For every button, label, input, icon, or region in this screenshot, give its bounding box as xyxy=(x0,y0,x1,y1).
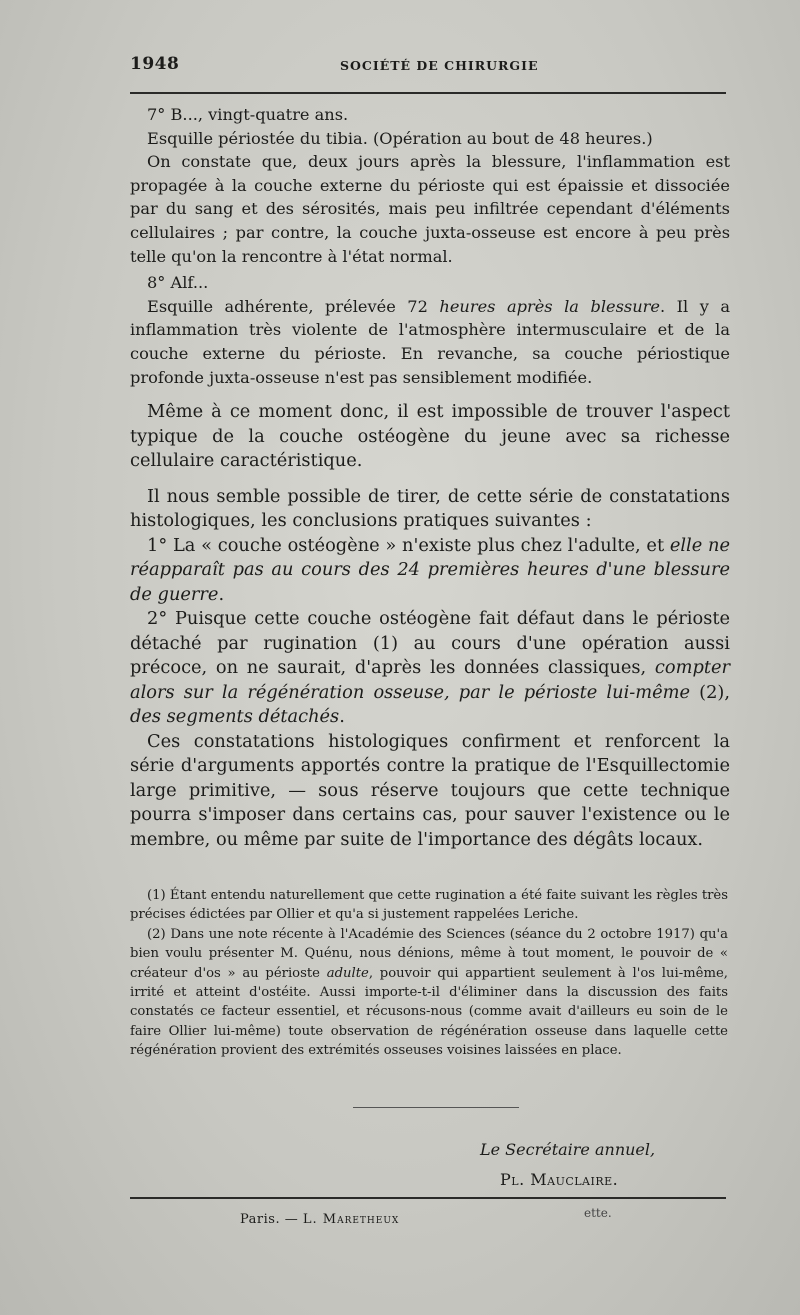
conclusion-1: 1° La « couche ostéogène » n'existe plus chez l'adulte, et elle ne réapparaît pas au cours des 24 premières heures d'une blessure de guerre. xyxy=(130,534,730,605)
page-number: 1948 xyxy=(130,54,180,74)
signature-name: Pl. Mauclaire. xyxy=(500,1170,619,1189)
page-header xyxy=(130,50,726,78)
paragraph-final: Ces constatations histologiques confirment et renforcent la série d'arguments apportés contre la pratique de l'Esquillectomie large primitive, — sous réserve toujours que cette technique pourra s'imposer dans certains cas, pour sauver l'existence ou le membre, ou même par suite de l'importance des dégâts locaux. xyxy=(130,730,730,850)
footnote-2: (2) Dans une note récente à l'Académie des Sciences (séance du 2 octobre 1917) qu'a bien voulu présenter M. Quénu, nous dénions, même à tout moment, le pouvoir de « créateur d'os » au périoste adulte, pouvoir qui appartient seulement à l'os lui-même, irrité et atteint d'ostéite. Aussi importe-t-il d'éliminer dans la discussion des faits constatés ce facteur essentiel, et récusons-nous (comme avait d'ailleurs eu soin de le faire Ollier lui-même) toute observation de régénération osseuse dans laquelle cette régénération provient des extrémités osseuses voisines laissées en place. xyxy=(130,926,728,1059)
running-head: SOCIÉTÉ DE CHIRURGIE xyxy=(340,58,539,73)
section-divider xyxy=(353,1107,519,1108)
footnotes xyxy=(130,886,728,1061)
case-7-specimen: Esquille périostée du tibia. (Opération au bout de 48 heures.) xyxy=(147,128,653,148)
paragraph-observation: Même à ce moment donc, il est impossible de trouver l'aspect typique de la couche ostéogène du jeune avec sa richesse cellulaire caractéristique. xyxy=(130,401,730,472)
footer-rule xyxy=(130,1197,726,1199)
case-7-title: 7° B..., vingt-quatre ans. xyxy=(147,105,349,124)
paragraph-conclusions-intro: Il nous semble possible de tirer, de cette série de constatations histologiques, les conclusions pratiques suivantes : xyxy=(130,485,730,532)
signature-role: Le Secrétaire annuel, xyxy=(480,1140,656,1159)
case-8-findings: Esquille adhérente, prélevée 72 heures après la blessure. Il y a inflammation très violente de l'atmosphère intermusculaire et de la couche externe du périoste. En revanche, sa couche périostique profonde juxta-osseuse n'est pas sensiblement modifiée. xyxy=(130,296,730,387)
stray-text: ette. xyxy=(584,1206,612,1220)
case-8-title: 8° Alf... xyxy=(147,273,209,293)
footnote-1: (1) Étant entendu naturellement que cette rugination a été faite suivant les règles très précises édictées par Ollier et qu'a si justement rappelées Leriche. xyxy=(130,888,729,923)
body-text xyxy=(130,103,730,852)
printer-imprint: Paris. — L. Maretheux xyxy=(240,1212,400,1227)
case-7-findings: On constate que, deux jours après la blessure, l'inflammation est propagée à la couche externe du périoste qui est épaissie et dissociée par du sang et des sérosités, mais peu infiltrée cependant d'éléments cellulaires ; par contre, la couche juxta-osseuse est encore à peu près telle qu'on la rencontre à l'état normal. xyxy=(130,152,730,266)
signature-block xyxy=(480,1135,730,1195)
conclusion-2: 2° Puisque cette couche ostéogène fait défaut dans le périoste détaché par rugination (1) au cours d'une opération aussi précoce, on ne saurait, d'après les données classiques, compter alors sur la régénération osseuse, par le périoste lui-même (2), des segments détachés. xyxy=(130,608,730,728)
header-rule xyxy=(130,92,726,94)
